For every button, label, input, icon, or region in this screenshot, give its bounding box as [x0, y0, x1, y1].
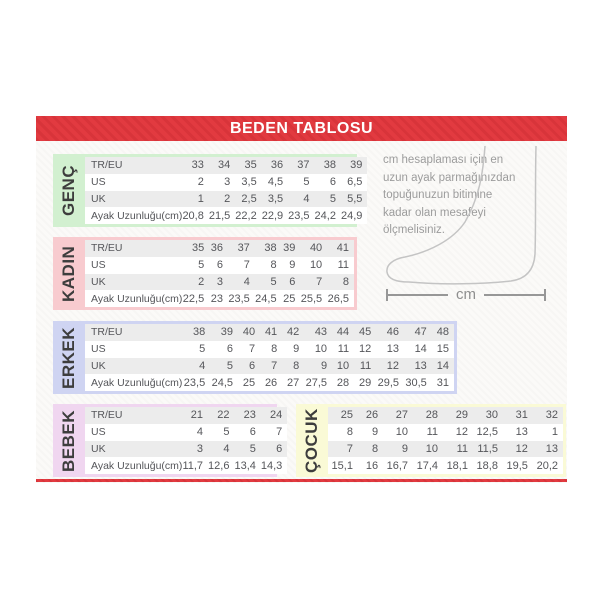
size-cell: 8: [270, 259, 277, 272]
size-cell: 5: [226, 359, 233, 372]
size-cell: 10: [309, 259, 323, 272]
size-cell: 2: [197, 176, 204, 189]
size-row: [85, 441, 287, 458]
size-cell: 7: [248, 343, 256, 356]
size-section-bebek: [53, 404, 283, 477]
row-label: TR/EU: [91, 409, 123, 422]
size-section-kadin: [53, 237, 357, 310]
size-cell: 24,2: [314, 209, 336, 222]
size-cell: 10: [425, 442, 439, 455]
size-cell: 12: [359, 343, 372, 356]
size-cell: 4,5: [267, 176, 284, 189]
size-cell: 20,8: [182, 209, 204, 222]
size-cell: 47: [414, 326, 427, 339]
measure-note-line: cm hesaplaması için en: [383, 154, 504, 166]
size-cell: 36: [270, 159, 284, 172]
size-cell: 24,5: [211, 376, 233, 389]
size-cell: 22,5: [182, 292, 205, 305]
row-label: UK: [91, 275, 106, 288]
size-cell: 3: [196, 442, 204, 455]
size-cell: 38: [264, 242, 277, 255]
size-row: [85, 290, 354, 307]
size-cell: 9: [401, 442, 409, 455]
size-cell: 13,4: [234, 459, 256, 472]
size-cell: 6: [249, 426, 256, 439]
size-cell: 4: [199, 359, 206, 372]
size-row: [85, 374, 454, 391]
size-cell: 23: [243, 409, 256, 422]
size-cell: 35: [244, 159, 257, 172]
row-label: UK: [91, 359, 106, 372]
size-cell: 30: [485, 409, 498, 422]
size-row: [85, 358, 454, 375]
size-cell: 6,5: [347, 176, 363, 189]
size-table-bebek: [85, 407, 287, 474]
size-cell: 23: [210, 292, 224, 305]
size-row: [85, 457, 287, 474]
size-cell: 6: [276, 442, 283, 455]
cm-scale: [386, 288, 546, 302]
size-cell: 24,9: [340, 209, 363, 222]
cm-scale-label: cm: [456, 286, 476, 303]
size-cell: 40: [242, 326, 256, 339]
size-cell: 17,4: [416, 459, 439, 472]
measure-note-line: ölçmelisiniz.: [383, 224, 445, 236]
size-cell: 33: [191, 159, 204, 172]
size-cell: 11,5: [477, 442, 498, 455]
size-cell: 25,5: [300, 292, 323, 305]
size-cell: 6: [248, 359, 256, 372]
size-cell: 48: [436, 326, 449, 339]
size-cell: 13: [414, 359, 427, 372]
size-cell: 11,7: [182, 459, 204, 472]
size-cell: 22,2: [235, 209, 257, 222]
size-section-genc: [53, 154, 363, 227]
size-cell: 10: [395, 426, 409, 439]
size-cell: 8: [371, 442, 379, 455]
size-cell: 8: [342, 275, 349, 288]
size-cell: 4: [243, 275, 250, 288]
size-cell: 23,5: [288, 209, 310, 222]
row-label: TR/EU: [91, 326, 123, 339]
size-cell: 7: [243, 259, 250, 272]
section-label-cocuk: ÇOCUK: [302, 408, 321, 473]
row-label: Ayak Uzunluğu(cm): [91, 459, 183, 472]
size-cell: 15,1: [331, 459, 353, 472]
size-cell: 10: [336, 359, 350, 372]
size-cell: 8: [346, 426, 353, 439]
size-cell: 36: [210, 242, 224, 255]
size-cell: 5: [249, 442, 256, 455]
size-cell: 12,5: [476, 426, 498, 439]
size-cell: 12,6: [208, 459, 230, 472]
size-section-erkek: [53, 321, 457, 394]
measure-note-line: kadar olan mesafeyi: [383, 206, 486, 219]
size-cell: 27: [395, 409, 409, 422]
size-cell: 2,5: [241, 192, 257, 205]
size-cell: 30,5: [405, 376, 427, 389]
size-cell: 22,9: [261, 209, 284, 222]
size-row: [328, 441, 563, 458]
measure-note-line: uzun ayak parmağınızdan: [383, 171, 516, 184]
size-cell: 1: [197, 192, 204, 205]
size-cell: 1: [551, 426, 558, 439]
size-row: [85, 207, 367, 224]
size-cell: 39: [220, 326, 233, 339]
size-cell: 7: [346, 442, 353, 455]
size-row: [85, 341, 454, 358]
size-cell: 11: [456, 442, 468, 455]
size-cell: 2: [224, 192, 231, 205]
size-cell: 3,5: [267, 192, 284, 205]
size-row: [85, 407, 287, 424]
size-cell: 6: [226, 343, 233, 356]
page-title: BEDEN TABLOSU: [229, 119, 374, 137]
size-cell: 25: [283, 292, 296, 305]
size-row: [85, 191, 367, 208]
size-cell: 34: [218, 159, 231, 172]
row-label: UK: [91, 442, 106, 455]
size-cell: 25: [340, 409, 353, 422]
size-cell: 39: [283, 242, 296, 255]
section-label-genc: GENÇ: [59, 164, 78, 217]
size-cell: 5: [199, 343, 206, 356]
size-table-cocuk: [328, 407, 563, 474]
scale-bar: [388, 294, 448, 296]
row-label: Ayak Uzunluğu(cm): [91, 376, 183, 389]
size-cell: 26: [264, 376, 278, 389]
size-cell: 10: [314, 343, 328, 356]
size-row: [85, 274, 354, 291]
size-cell: 9: [293, 343, 300, 356]
size-cell: 38: [192, 326, 206, 339]
size-cell: 12: [386, 359, 400, 372]
size-cell: 45: [359, 326, 372, 339]
size-cell: 39: [350, 159, 363, 172]
size-cell: 15: [436, 343, 449, 356]
size-cell: 5: [329, 192, 336, 205]
size-row: [328, 424, 563, 441]
row-label: US: [91, 426, 106, 439]
size-cell: 37: [297, 159, 310, 172]
size-cell: 43: [314, 326, 328, 339]
size-cell: 23,5: [228, 292, 250, 305]
size-cell: 42: [287, 326, 300, 339]
size-cell: 20,2: [536, 459, 558, 472]
row-label: Ayak Uzunluğu(cm): [91, 292, 183, 305]
size-cell: 3: [224, 176, 231, 189]
size-cell: 11: [426, 426, 439, 439]
size-cell: 40: [309, 242, 323, 255]
size-cell: 13: [386, 343, 400, 356]
size-cell: 29,5: [377, 376, 400, 389]
size-cell: 22: [217, 409, 230, 422]
size-cell: 41: [336, 242, 349, 255]
size-cell: 6: [289, 275, 296, 288]
size-cell: 16,7: [386, 459, 409, 472]
size-cell: 27: [287, 376, 300, 389]
size-row: [85, 174, 367, 191]
size-row: [85, 424, 287, 441]
size-cell: 11: [337, 343, 350, 356]
size-cell: 7: [276, 426, 283, 439]
size-cell: 14: [414, 343, 427, 356]
size-cell: 31: [436, 376, 449, 389]
size-cell: 7: [316, 275, 323, 288]
size-table-genc: [85, 157, 367, 224]
size-cell: 5: [198, 259, 205, 272]
section-label-bebek: BEBEK: [59, 409, 78, 472]
row-label: TR/EU: [91, 159, 123, 172]
size-cell: 14,3: [260, 459, 283, 472]
scale-tick-right: [544, 289, 546, 301]
size-cell: 32: [545, 409, 558, 422]
size-cell: 13: [545, 442, 558, 455]
size-cell: 11: [337, 259, 349, 272]
size-cell: 26,5: [327, 292, 349, 305]
size-cell: 7: [271, 359, 278, 372]
size-cell: 5: [303, 176, 310, 189]
size-cell: 18,8: [476, 459, 498, 472]
size-cell: 26: [365, 409, 379, 422]
size-cell: 28: [336, 376, 350, 389]
size-cell: 14: [436, 359, 449, 372]
size-cell: 24,5: [255, 292, 277, 305]
size-cell: 24: [270, 409, 283, 422]
size-cell: 23,5: [183, 376, 206, 389]
size-row: [328, 457, 563, 474]
size-cell: 5: [270, 275, 277, 288]
measure-note-line: topuğunuzun bitimine: [383, 189, 493, 201]
size-cell: 12: [455, 426, 468, 439]
foot-outline-icon: [383, 146, 558, 288]
size-cell: 37: [237, 242, 250, 255]
size-row: [85, 324, 454, 341]
page-title-banner: [36, 116, 567, 141]
size-cell: 21: [190, 409, 204, 422]
size-cell: 8: [293, 359, 300, 372]
size-cell: 35: [191, 242, 205, 255]
size-cell: 21,5: [208, 209, 231, 222]
size-cell: 9: [371, 426, 379, 439]
size-cell: 11: [359, 359, 372, 372]
size-cell: 5,5: [347, 192, 363, 205]
section-label-erkek: ERKEK: [59, 326, 78, 389]
size-cell: 12: [515, 442, 528, 455]
size-cell: 18,1: [446, 459, 468, 472]
row-label: UK: [91, 192, 106, 205]
size-cell: 4: [196, 426, 204, 439]
size-cell: 29: [359, 376, 372, 389]
size-cell: 3: [216, 275, 224, 288]
size-cell: 5: [223, 426, 230, 439]
size-cell: 8: [271, 343, 278, 356]
size-cell: 38: [323, 159, 336, 172]
size-cell: 25: [242, 376, 256, 389]
row-label: Ayak Uzunluğu(cm): [91, 209, 183, 222]
size-cell: 13: [515, 426, 528, 439]
size-cell: 3,5: [241, 176, 257, 189]
size-cell: 4: [303, 192, 310, 205]
size-cell: 6: [216, 259, 224, 272]
size-row: [85, 157, 367, 174]
size-cell: 6: [329, 176, 336, 189]
size-cell: 41: [264, 326, 278, 339]
size-cell: 31: [515, 409, 528, 422]
size-cell: 28: [425, 409, 439, 422]
size-cell: 29: [455, 409, 468, 422]
section-label-kadin: KADIN: [59, 245, 78, 302]
row-label: US: [91, 259, 106, 272]
size-cell: 27,5: [305, 376, 328, 389]
size-table-kadin: [85, 240, 354, 307]
size-cell: 4: [223, 442, 230, 455]
size-row: [85, 257, 354, 274]
scale-bar: [484, 294, 544, 296]
row-label: US: [91, 343, 106, 356]
size-cell: 2: [198, 275, 205, 288]
row-label: US: [91, 176, 106, 189]
bottom-divider: [36, 479, 567, 482]
size-row: [328, 407, 563, 424]
size-cell: 9: [289, 259, 296, 272]
size-row: [85, 240, 354, 257]
row-label: TR/EU: [91, 242, 123, 255]
size-cell: 44: [336, 326, 350, 339]
size-section-cocuk: [296, 404, 566, 477]
size-cell: 16: [365, 459, 379, 472]
size-cell: 19,5: [506, 459, 528, 472]
size-cell: 9: [320, 359, 328, 372]
size-table-erkek: [85, 324, 454, 391]
size-cell: 46: [386, 326, 400, 339]
